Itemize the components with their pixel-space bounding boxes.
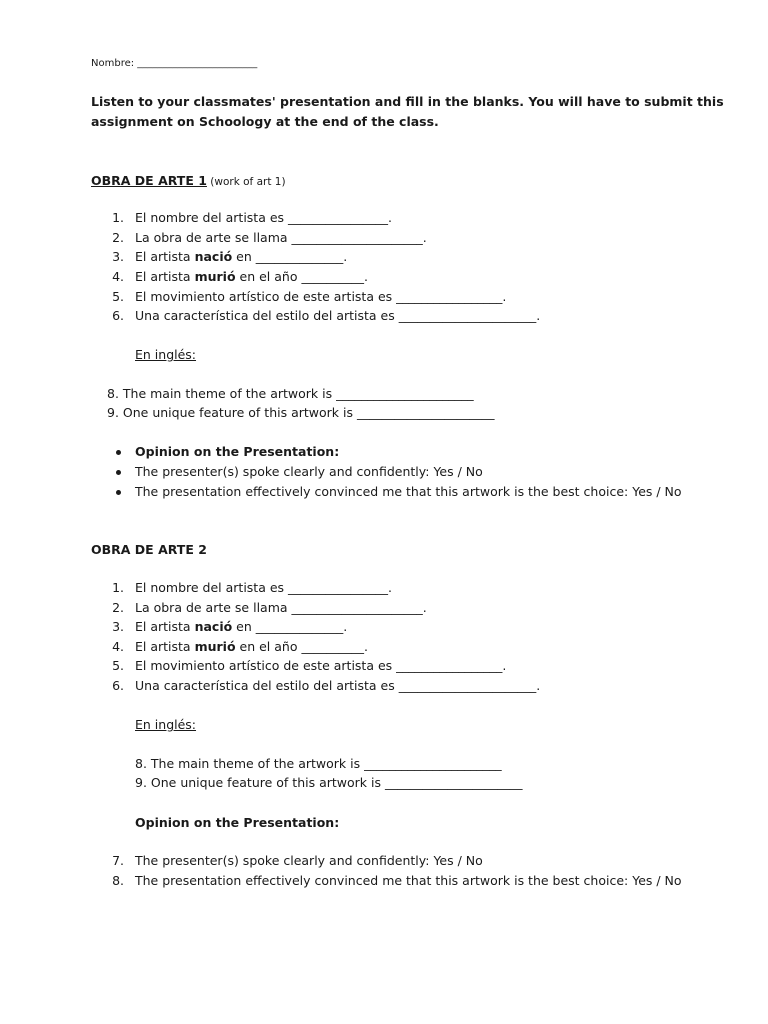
art2-opinion-7-number: 7. [112, 853, 124, 868]
art1-english-item-8: 8. The main theme of the artwork is ______________________ [107, 386, 474, 401]
art2-item-3-pre: El artista [135, 619, 195, 634]
art2-opinion-heading: Opinion on the Presentation: [135, 815, 340, 830]
art2-english-item-9: 9. One unique feature of this artwork is ______________________ [135, 775, 523, 790]
art2-item-6 [135, 678, 540, 694]
art1-item-3 [135, 249, 347, 265]
bullet-icon [116, 490, 121, 495]
instructions-line-1: Listen to your classmates' presentation and fill in the blanks. You will have to submit this [91, 94, 724, 109]
art1-opinion-clarity: The presenter(s) spoke clearly and confidently: Yes / No [135, 464, 483, 479]
art2-item-5-text: El movimiento artístico de este artista es _________________. [135, 658, 507, 673]
bullet-icon [116, 450, 121, 455]
art1-item-6-number: 6. [112, 308, 124, 323]
art2-item-6-number: 6. [112, 678, 124, 693]
art2-opinion-convincing: The presentation effectively convinced me that this artwork is the best choice: Yes / No [135, 873, 682, 888]
art1-item-4-pre: El artista [135, 269, 195, 284]
art2-english-heading: En inglés: [135, 717, 197, 732]
art1-item-2-number: 2. [112, 230, 124, 245]
art2-title: OBRA DE ARTE 2 [91, 542, 207, 557]
art2-item-3-keyword: nació [194, 619, 233, 634]
art1-item-1-number: 1. [112, 210, 124, 225]
art1-item-5 [135, 289, 506, 305]
art2-item-4-keyword: murió [194, 639, 236, 654]
art1-opinion-heading: Opinion on the Presentation: [135, 444, 340, 459]
art2-item-2-text: La obra de arte se llama _____________________. [135, 600, 427, 615]
art2-item-2-number: 2. [112, 600, 124, 615]
art1-heading [91, 173, 286, 190]
art1-opinion-convincing: The presentation effectively convinced me that this artwork is the best choice: Yes / No [135, 484, 682, 499]
art2-item-5 [135, 658, 506, 674]
art1-title: OBRA DE ARTE 1 [91, 173, 207, 188]
art2-opinion-8-number: 8. [112, 873, 124, 888]
art1-english-heading: En inglés: [135, 347, 197, 362]
art2-item-1-number: 1. [112, 580, 124, 595]
art2-english-item-8: 8. The main theme of the artwork is ______________________ [135, 756, 502, 771]
name-field-label: Nombre: ________________________ [91, 58, 258, 69]
art1-item-5-number: 5. [112, 289, 124, 304]
art2-opinion-clarity: The presenter(s) spoke clearly and confidently: Yes / No [135, 853, 483, 868]
art1-item-3-post: en ______________. [232, 249, 348, 264]
art1-item-1-text: El nombre del artista es ________________. [135, 210, 392, 225]
art1-item-4-keyword: murió [194, 269, 236, 284]
art2-item-3-post: en ______________. [232, 619, 348, 634]
art2-item-4-pre: El artista [135, 639, 195, 654]
art2-item-4 [135, 639, 368, 655]
art1-item-2-text: La obra de arte se llama _____________________. [135, 230, 427, 245]
art2-item-4-number: 4. [112, 639, 124, 654]
art1-item-1 [135, 210, 392, 226]
art1-item-4-post: en el año __________. [235, 269, 368, 284]
art1-item-3-keyword: nació [194, 249, 233, 264]
art1-subtitle: (work of art 1) [206, 176, 286, 188]
art1-item-6 [135, 308, 540, 324]
art1-english-item-9: 9. One unique feature of this artwork is ______________________ [107, 405, 495, 420]
art2-item-3-number: 3. [112, 619, 124, 634]
art1-item-4 [135, 269, 368, 285]
art2-item-4-post: en el año __________. [235, 639, 368, 654]
art2-item-5-number: 5. [112, 658, 124, 673]
art2-item-1 [135, 580, 392, 596]
art2-item-1-text: El nombre del artista es ________________. [135, 580, 392, 595]
art2-item-2 [135, 600, 427, 616]
art1-item-5-text: El movimiento artístico de este artista es _________________. [135, 289, 507, 304]
art1-item-3-pre: El artista [135, 249, 195, 264]
art1-item-6-text: Una característica del estilo del artista es ______________________. [135, 308, 541, 323]
bullet-icon [116, 470, 121, 475]
art1-item-2 [135, 230, 427, 246]
art2-item-3 [135, 619, 347, 635]
art1-item-4-number: 4. [112, 269, 124, 284]
art1-item-3-number: 3. [112, 249, 124, 264]
instructions-line-2: assignment on Schoology at the end of the class. [91, 114, 439, 129]
art2-item-6-text: Una característica del estilo del artista es ______________________. [135, 678, 541, 693]
